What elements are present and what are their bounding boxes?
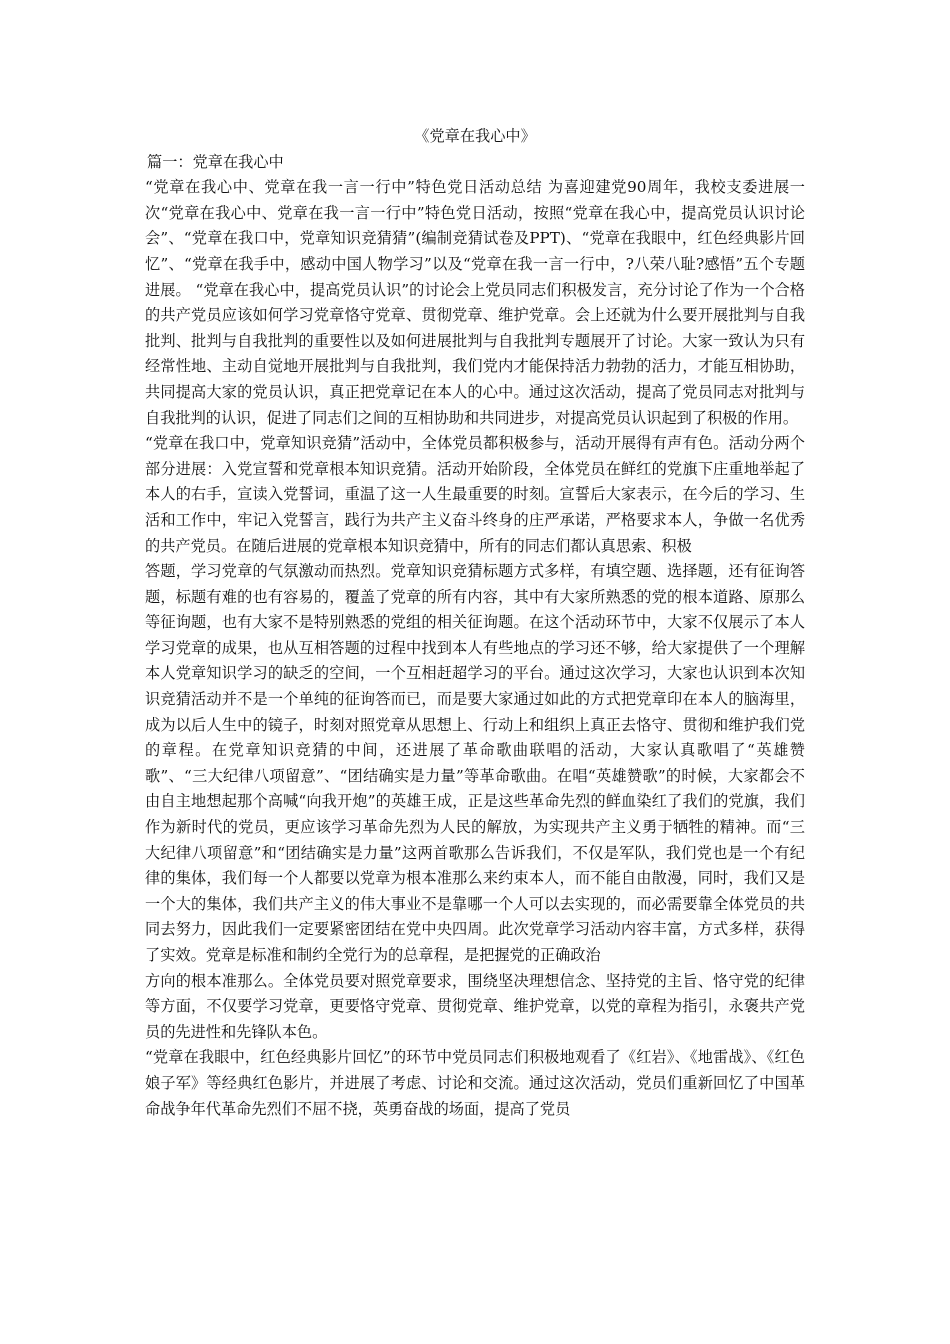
- paragraph-5: “党章在我眼中，红色经典影片回忆”的环节中党员同志们积极地观看了《红岩》、《地雷战》、《红色娘子军》等经典红色影片，并进展了考虑、讨论和交流。通过这次活动，党员们重新回忆了中国革命战争年代革命先烈们不屈不挠，英勇奋战的场面，提高了党员: [145, 1048, 805, 1118]
- document-subtitle: 篇一：党章在我心中: [147, 152, 284, 171]
- paragraph-1: “党章在我心中、党章在我一言一行中”特色党日活动总结 为喜迎建党90周年，我校支委进展一次“党章在我心中、党章在我一言一行中”特色党日活动，按照“党章在我心中，提高党员认识讨论会”、“党章在我口中，党章知识竞猜猜”(编制竞猜试卷及PPT)、“党章在我眼中，红色经典影片回忆”、“党章在我手中，感动中国人物学习”以及“党章在我一言一行中，?八荣八耻?感悟”五个专题进展。 “党章在我心中，提高党员认识”的讨论会上党员同志们积极发言，充分讨论了作为一个合格的共产党员应该如何学习党章恪守党章、贯彻党章、维护党章。会上还就为什么要开展批判与自我批判、批判与自我批判的重要性以及如何进展批判与自我批判专题展开了讨论。大家一致认为只有经常性地、主动自觉地开展批判与自我批判，我们党内才能保持活力勃勃的活力，才能互相协助，共同提高大家的党员认识，真正把党章记在本人的心中。通过这次活动，提高了党员同志对批判与自我批判的认识，促进了同志们之间的互相协助和共同进步，对提高党员认识起到了积极的作用。: [145, 178, 805, 427]
- paragraph-4: 方向的根本准那么。全体党员要对照党章要求，围绕坚决理想信念、坚持党的主旨、恪守党的纪律等方面，不仅要学习党章，更要恪守党章、贯彻党章、维护党章，以党的章程为指引，永褒共产党员的先进性和先锋队本色。: [145, 971, 805, 1041]
- paragraph-2: “党章在我口中，党章知识竞猜”活动中，全体党员都积极参与，活动开展得有声有色。活动分两个部分进展：入党宣誓和党章根本知识竞猜。活动开始阶段，全体党员在鲜红的党旗下庄重地举起了本人的右手，宣读入党誓词，重温了这一人生最重要的时刻。宣誓后大家表示，在今后的学习、生活和工作中，牢记入党誓言，践行为共产主义奋斗终身的庄严承诺，严格要求本人，争做一名优秀的共产党员。在随后进展的党章根本知识竞猜中，所有的同志们都认真思索、积极: [145, 434, 805, 555]
- paragraph-3: 答题，学习党章的气氛激动而热烈。党章知识竞猜标题方式多样，有填空题、选择题，还有征询答题，标题有难的也有容易的，覆盖了党章的所有内容，其中有大家所熟悉的党的根本道路、原那么等征询题，也有大家不是特别熟悉的党组的相关征询题。在这个活动环节中，大家不仅展示了本人学习党章的成果，也从互相答题的过程中找到本人有些地点的学习还不够，给大家提供了一个理解本人党章知识学习的缺乏的空间，一个互相赶超学习的平台。通过这次学习，大家也认识到本次知识竞猜活动并不是一个单纯的征询答而已，而是要大家通过如此的方式把党章印在本人的脑海里，成为以后人生中的镜子，时刻对照党章从思想上、行动上和组织上真正去恪守、贯彻和维护我们党的章程。在党章知识竞猜的中间，还进展了革命歌曲联唱的活动，大家认真歌唱了“英雄赞歌”、“三大纪律八项留意”、“团结确实是力量”等革命歌曲。在唱“英雄赞歌”的时候，大家都会不由自主地想起那个高喊“向我开炮”的英雄王成，正是这些革命先烈的鲜血染红了我们的党旗，我们作为新时代的党员，更应该学习革命先烈为人民的解放，为实现共产主义勇于牺牲的精神。而“三大纪律八项留意”和“团结确实是力量”这两首歌那么告诉我们，不仅是军队，我们党也是一个有纪律的集体，我们每一个人都要以党章为根本准那么来约束本人，而不能自由散漫，同时，我们又是一个大的集体，我们共产主义的伟大事业不是靠哪一个人可以去实现的，而必需要靠全体党员的共同去努力，因此我们一定要紧密团结在党中央四周。此次党章学习活动内容丰富，方式多样，获得了实效。党章是标准和制约全党行为的总章程，是把握党的正确政治: [145, 562, 805, 964]
- document-page: [145, 124, 805, 1122]
- document-title: 《党章在我心中》: [414, 127, 536, 145]
